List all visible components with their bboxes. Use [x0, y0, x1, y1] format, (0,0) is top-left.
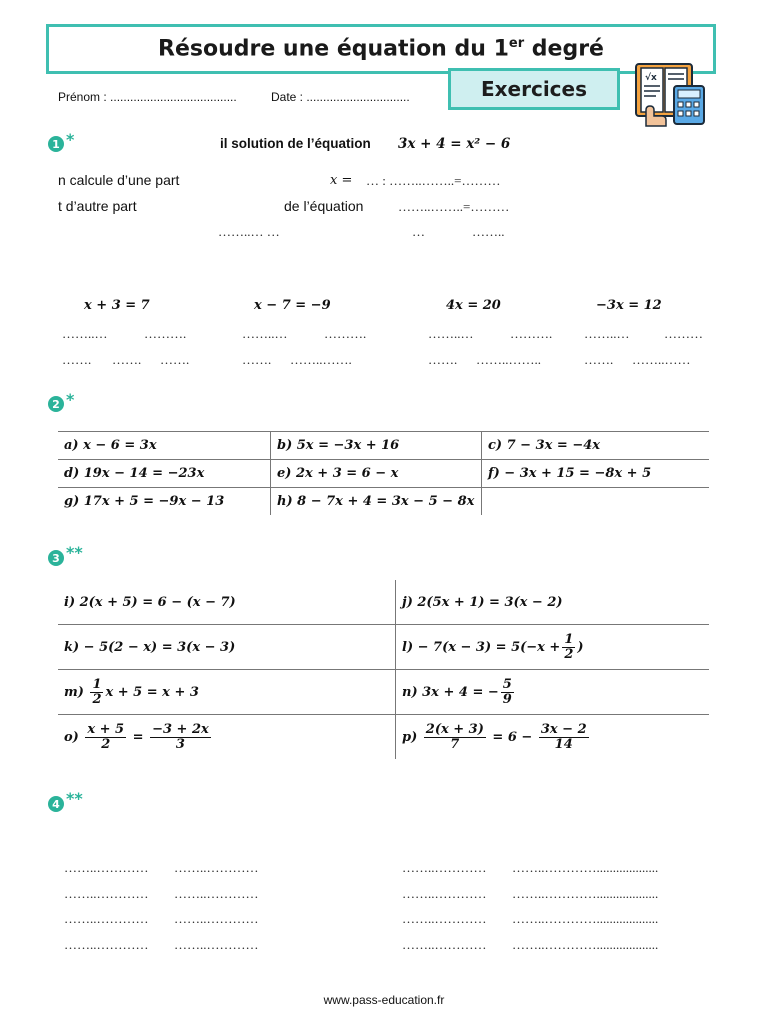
answer-dots: …….	[62, 352, 92, 367]
equation-empty	[482, 488, 710, 516]
answer-dots: ……..…………	[64, 886, 149, 901]
equation-m	[58, 670, 396, 715]
answer-dots: ……..…………	[174, 937, 259, 952]
numerator: x + 5	[87, 721, 125, 737]
equation-k: k) − 5(2 − x) = 3(x − 3)	[58, 625, 396, 670]
numerator: 3x − 2	[540, 721, 587, 737]
denominator: 2	[101, 736, 111, 752]
answer-dots: ……..…………	[174, 911, 259, 926]
notebook-calculator-icon	[632, 60, 708, 128]
equation-l	[396, 625, 710, 670]
answer-dots: ……..…………	[402, 911, 487, 926]
numerator: 5	[502, 676, 512, 692]
exercise-2-stars: *	[66, 390, 75, 409]
exercices-badge	[448, 68, 620, 110]
answer-dots: ……..…………...................	[512, 860, 659, 875]
equation-e: e) 2x + 3 = 6 − x	[271, 460, 482, 488]
equation-o	[58, 715, 396, 760]
denominator: 2	[564, 646, 574, 662]
equation-l-prefix: l) − 7(x − 3) = 5(−x +	[402, 639, 561, 655]
answer-dots: …….	[584, 352, 614, 367]
equation-m-prefix: m)	[64, 684, 84, 700]
ex1-equation-4: −3x = 12	[596, 298, 662, 313]
footer-url: www.pass-education.fr	[323, 993, 445, 1007]
answer-dots: ……..…	[428, 326, 474, 341]
exercices-label: Exercices	[480, 77, 588, 101]
table-row	[58, 670, 709, 715]
equation-i: i) 2(x + 5) = 6 − (x − 7)	[58, 580, 396, 625]
exercise-4-stars: **	[66, 789, 83, 808]
ex1-line2-mid: de l’équation	[284, 198, 364, 214]
answer-dots: ……….	[324, 326, 367, 341]
exercise-3-stars: **	[66, 543, 83, 562]
equation-p-prefix: p)	[402, 729, 418, 745]
equation-l-suffix: )	[577, 639, 584, 655]
equation-a: a) x − 6 = 3x	[58, 432, 271, 460]
answer-dots: ……….	[144, 326, 187, 341]
answer-dots: ……..…………	[402, 886, 487, 901]
fraction	[150, 723, 211, 752]
numerator: −3 + 2x	[152, 721, 209, 737]
title-end: degré	[524, 36, 604, 62]
answer-dots: …….	[160, 352, 190, 367]
answer-dots: ……..…….	[290, 352, 352, 367]
answer-dots: ……..…………	[402, 860, 487, 875]
ex1-line2-right: ……..……..=………	[398, 199, 510, 214]
fraction	[562, 633, 575, 662]
fraction	[90, 678, 103, 707]
ex1-intro: il solution de l’équation	[220, 136, 371, 151]
answer-dots: ……..…………	[402, 937, 487, 952]
exercise-1-badge: 1	[48, 136, 64, 152]
page-title	[158, 36, 604, 61]
equation-o-prefix: o)	[64, 729, 79, 745]
answer-dots: ……..…	[242, 326, 288, 341]
exercise-2-table	[58, 431, 709, 515]
fraction	[501, 678, 514, 707]
ex1-line1-right: … : ……..……..=………	[366, 173, 501, 188]
denominator: 7	[450, 736, 460, 752]
ex1-line2-left: t d’autre part	[58, 198, 137, 214]
fraction	[424, 723, 486, 752]
answer-dots: ……..…………	[174, 860, 259, 875]
ex1-line3-b: …	[412, 224, 425, 239]
ex1-line1-mid: x =	[330, 173, 353, 188]
svg-text:√x: √x	[645, 73, 657, 83]
prenom-field: Prénom : ......................................	[58, 90, 237, 104]
title-box	[46, 24, 716, 74]
equals-six-minus: = 6 −	[492, 729, 533, 745]
numerator: 1	[92, 676, 102, 692]
answer-dots: ……..…………	[64, 937, 149, 952]
ex1-intro-equation: 3x + 4 = x² − 6	[398, 136, 511, 152]
answer-dots: ……..…………	[64, 911, 149, 926]
answer-dots: ………	[664, 326, 703, 341]
exercise-2-badge: 2	[48, 396, 64, 412]
numerator: 1	[564, 631, 574, 647]
denominator: 14	[554, 736, 573, 752]
equals-sign: =	[132, 729, 144, 745]
exercise-4-badge: 4	[48, 796, 64, 812]
answer-dots: ……..…	[584, 326, 630, 341]
equation-b: b) 5x = −3x + 16	[271, 432, 482, 460]
exercise-3-table	[58, 580, 709, 759]
answer-dots: …….	[428, 352, 458, 367]
ex1-equation-2: x − 7 = −9	[254, 298, 331, 313]
answer-dots: …….	[242, 352, 272, 367]
answer-dots: ……..…………...................	[512, 886, 659, 901]
exercise-3-badge: 3	[48, 550, 64, 566]
title-sup: er	[508, 36, 525, 52]
equation-p	[396, 715, 710, 760]
ex1-line3-c: ……..	[472, 224, 505, 239]
ex1-equation-3: 4x = 20	[446, 298, 501, 313]
table-row	[58, 580, 709, 625]
answer-dots: ……….	[510, 326, 553, 341]
answer-dots: ……..…………	[64, 860, 149, 875]
answer-dots: ……..……	[632, 352, 691, 367]
answer-dots: …….	[112, 352, 142, 367]
title-main: Résoudre une équation du 1	[158, 36, 509, 62]
date-field: Date : ...............................	[271, 90, 410, 104]
table-row	[58, 488, 709, 516]
equation-d: d) 19x − 14 = −23x	[58, 460, 271, 488]
equation-h: h) 8 − 7x + 4 = 3x − 5 − 8x	[271, 488, 482, 516]
table-row	[58, 432, 709, 460]
equation-j: j) 2(5x + 1) = 3(x − 2)	[396, 580, 710, 625]
answer-dots: ……..…………...................	[512, 911, 659, 926]
fraction	[85, 723, 126, 752]
table-row	[58, 460, 709, 488]
answer-dots: ……..…	[62, 326, 108, 341]
answer-dots: ……..…………...................	[512, 937, 659, 952]
denominator: 2	[92, 691, 102, 707]
equation-n	[396, 670, 710, 715]
numerator: 2(x + 3)	[425, 721, 484, 737]
table-row	[58, 625, 709, 670]
equation-f: f) − 3x + 15 = −8x + 5	[482, 460, 710, 488]
equation-g: g) 17x + 5 = −9x − 13	[58, 488, 271, 516]
table-row	[58, 715, 709, 760]
ex1-line1-left: n calcule d’une part	[58, 172, 180, 188]
ex1-line3-a: ……..… …	[218, 224, 280, 239]
fraction	[539, 723, 589, 752]
equation-n-prefix: n) 3x + 4 = −	[402, 684, 499, 700]
answer-dots: ……..……..	[476, 352, 541, 367]
equation-c: c) 7 − 3x = −4x	[482, 432, 710, 460]
denominator: 3	[175, 736, 185, 752]
ex1-equation-1: x + 3 = 7	[84, 298, 150, 313]
exercise-1-stars: *	[66, 130, 75, 149]
answer-dots: ……..…………	[174, 886, 259, 901]
denominator: 9	[502, 691, 512, 707]
equation-m-suffix: x + 5 = x + 3	[105, 684, 199, 700]
